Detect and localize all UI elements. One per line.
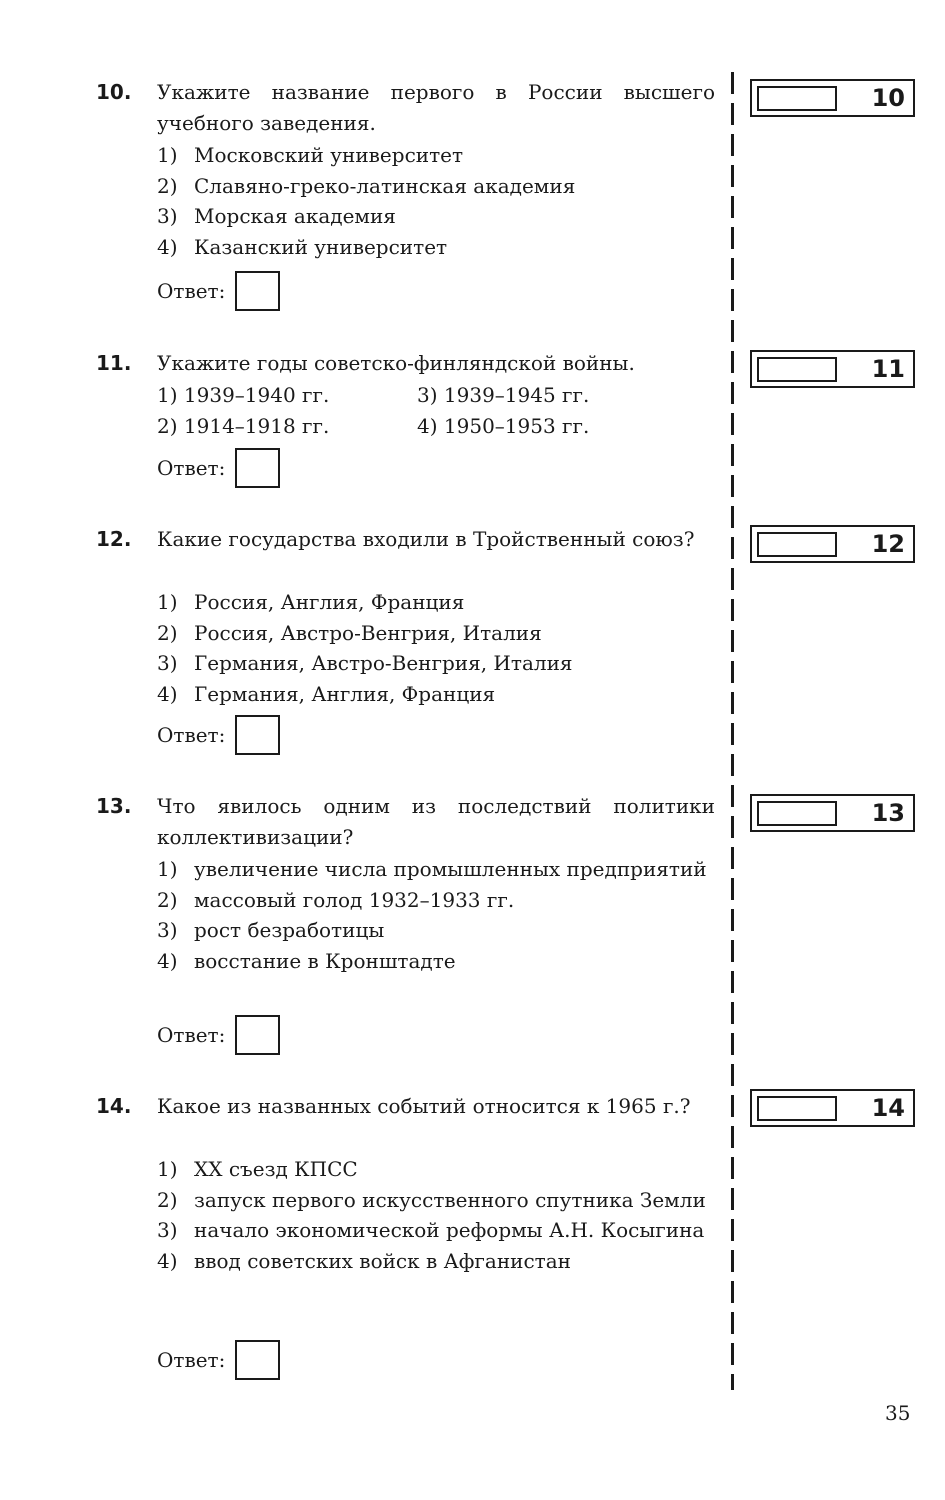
score-box-number: 11	[871, 355, 905, 383]
option-number: 2)	[157, 620, 178, 645]
score-field[interactable]	[757, 801, 837, 826]
option-number: 1)	[157, 383, 178, 407]
question-number: 11.	[96, 351, 132, 375]
option-number: 3)	[157, 204, 178, 228]
option-number: 4)	[157, 948, 178, 973]
option	[417, 411, 589, 442]
option	[157, 1154, 715, 1185]
score-field[interactable]	[757, 532, 837, 557]
option-text: Казанский университет	[194, 234, 448, 259]
option-text: Московский университет	[194, 143, 464, 167]
answer-box[interactable]	[235, 1340, 280, 1380]
question-text: Укажите годы советско-финляндской войны.	[157, 351, 635, 375]
option-number: 4)	[157, 1248, 178, 1273]
answer-label: Ответ:	[157, 456, 226, 480]
option-text: начало экономической реформы А.Н. Косыгина	[194, 1218, 705, 1242]
option-text: Германия, Англия, Франция	[194, 681, 496, 706]
option-text: XX съезд КПСС	[194, 1157, 358, 1181]
option	[157, 915, 715, 946]
option	[157, 232, 715, 263]
option	[157, 885, 715, 916]
option-number: 4)	[417, 414, 438, 438]
option-text: 1914–1918 гг.	[183, 414, 330, 438]
option-number: 1)	[157, 590, 178, 614]
option	[157, 1246, 715, 1277]
option-number: 3)	[417, 383, 438, 407]
score-field[interactable]	[757, 1096, 837, 1121]
answer-box[interactable]	[235, 715, 280, 755]
answer-box[interactable]	[235, 271, 280, 311]
option-text: рост безработицы	[194, 918, 385, 942]
score-box-11	[750, 350, 915, 388]
option-text: Россия, Австро-Венгрия, Италия	[194, 620, 542, 645]
score-field[interactable]	[757, 86, 837, 111]
option-number: 3)	[157, 651, 178, 675]
answer-label: Ответ:	[157, 723, 226, 747]
score-box-number: 13	[871, 799, 905, 827]
option-text: 1950–1953 гг.	[443, 414, 590, 438]
option-text: Россия, Англия, Франция	[194, 590, 465, 614]
options-list	[157, 140, 715, 262]
option-number: 2)	[157, 414, 178, 438]
page-number: 35	[885, 1401, 911, 1425]
answer-label: Ответ:	[157, 279, 226, 303]
option-text: 1939–1945 гг.	[443, 383, 590, 407]
option	[157, 854, 715, 885]
option	[157, 201, 715, 232]
option	[157, 648, 715, 679]
question-text: Какие государства входили в Тройственный союз?	[157, 527, 695, 551]
option	[417, 380, 589, 411]
option-number: 4)	[157, 234, 178, 259]
option-number: 3)	[157, 1218, 178, 1242]
option	[157, 1215, 715, 1246]
cut-line	[731, 72, 734, 1390]
option	[157, 140, 715, 171]
score-box-13	[750, 794, 915, 832]
option-number: 3)	[157, 918, 178, 942]
option	[157, 411, 329, 442]
answer-row	[157, 715, 280, 755]
option-number: 2)	[157, 887, 178, 912]
answer-row	[157, 448, 280, 488]
score-box-number: 12	[871, 530, 905, 558]
answer-row	[157, 1015, 280, 1055]
option-text: Морская академия	[194, 204, 396, 228]
option-number: 1)	[157, 143, 178, 167]
option-number: 2)	[157, 1187, 178, 1212]
option-text: Германия, Австро-Венгрия, Италия	[194, 651, 573, 675]
options-list	[157, 587, 715, 709]
question-number: 14.	[96, 1094, 132, 1118]
question-number: 12.	[96, 527, 132, 551]
answer-row	[157, 1340, 280, 1380]
question-text: Укажите название первого в России высшего учебного заведения.	[157, 80, 715, 135]
score-box-number: 14	[871, 1094, 905, 1122]
option-text: массовый голод 1932–1933 гг.	[194, 887, 515, 912]
options-list	[157, 1154, 715, 1276]
option	[157, 1185, 715, 1216]
option-text: увеличение числа промышленных предприятий	[194, 857, 707, 881]
option-text: ввод советских войск в Афганистан	[194, 1248, 571, 1273]
option-text: запуск первого искусственного спутника Земли	[194, 1187, 706, 1212]
question-number: 13.	[96, 794, 132, 818]
option-text: 1939–1940 гг.	[183, 383, 330, 407]
option-number: 1)	[157, 1157, 178, 1181]
option	[157, 380, 329, 411]
score-box-12	[750, 525, 915, 563]
option	[157, 618, 715, 649]
option	[157, 679, 715, 710]
options-list	[157, 854, 715, 976]
answer-row	[157, 271, 280, 311]
answer-label: Ответ:	[157, 1348, 226, 1372]
score-box-14	[750, 1089, 915, 1127]
answer-label: Ответ:	[157, 1023, 226, 1047]
question-number: 10.	[96, 80, 132, 104]
option	[157, 946, 715, 977]
answer-box[interactable]	[235, 448, 280, 488]
answer-box[interactable]	[235, 1015, 280, 1055]
question-text: Что явилось одним из последствий политики коллективизации?	[157, 794, 715, 849]
question-text: Какое из названных событий относится к 1965 г.?	[157, 1094, 691, 1118]
score-box-number: 10	[871, 84, 905, 112]
option-number: 1)	[157, 857, 178, 881]
option-text: Славяно-греко-латинская академия	[194, 173, 576, 198]
option-number: 2)	[157, 173, 178, 198]
score-field[interactable]	[757, 357, 837, 382]
option-text: восстание в Кронштадте	[194, 948, 456, 973]
option	[157, 587, 715, 618]
score-box-10	[750, 79, 915, 117]
option	[157, 171, 715, 202]
option-number: 4)	[157, 681, 178, 706]
